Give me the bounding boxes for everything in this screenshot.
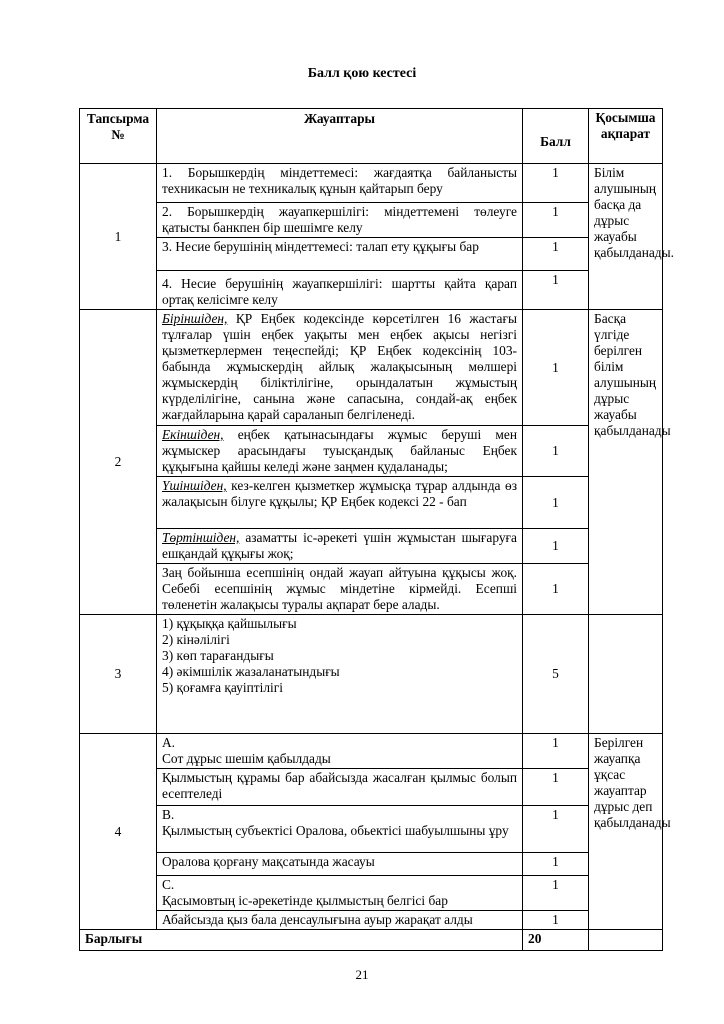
score-cell: 1 <box>523 769 589 806</box>
answer-cell: Қылмыстың құрамы бар абайсызда жасалған қылмыс болып есептеледі <box>157 769 523 806</box>
header-answers: Жауаптары <box>157 109 523 164</box>
task-number: 3 <box>80 615 157 734</box>
list-item: 1) құқыққа қайшылығы <box>162 616 297 631</box>
header-score: Балл <box>523 109 589 164</box>
answer-text: Қасымовтың іс-әрекетінде қылмыстың белгісі бар <box>162 893 448 908</box>
table-row <box>80 310 663 426</box>
answer-text: азаматты іс-әрекеті үшін жұмыстан шығаруға ешқандай құқығы жоқ; <box>162 530 517 561</box>
answer-lead: Екіншіден, <box>162 427 224 442</box>
table-header-row <box>80 109 663 164</box>
table-row <box>80 426 663 477</box>
answer-cell: 4. Несие берушінің жауапкершілігі: шартты қайта қарап ортақ келісімге келу <box>157 271 523 310</box>
total-info <box>589 930 663 951</box>
additional-info: Білім алушының басқа да дұрыс жауабы қабылданады. <box>589 164 663 310</box>
score-cell: 1 <box>523 477 589 529</box>
page-title: Балл қою кестесі <box>307 66 417 81</box>
answer-text: кез-келген қызметкер жұмысқа тұрар алдында өз жалақысын білуге құқылы; ҚР Еңбек кодексі 22 - бап <box>162 478 517 509</box>
answer-label: С. <box>162 877 175 892</box>
answer-cell <box>157 615 523 734</box>
score-cell: 1 <box>523 853 589 876</box>
total-score: 20 <box>523 930 589 951</box>
list-item: 4) әкімшілік жазаланатындығы <box>162 664 340 679</box>
task-number: 2 <box>80 310 157 615</box>
answer-text: еңбек қатынасындағы жұмыс беруші мен жұмыскер арасындағы туысқандық байланыс Еңбек құқығына қайшы келеді және заңмен қудаланады; <box>162 427 517 474</box>
table-row <box>80 529 663 564</box>
answer-text: Қылмыстың субъектісі Оралова, обьектісі шабуылшыны ұру <box>162 823 509 838</box>
answer-label: А. <box>162 735 176 750</box>
answer-cell <box>157 876 523 911</box>
answer-cell: Абайсызда қыз бала денсаулығына ауыр жарақат алды <box>157 911 523 930</box>
score-cell: 5 <box>523 615 589 734</box>
table-row <box>80 911 663 930</box>
task-number: 1 <box>80 164 157 310</box>
answer-cell: 1. Борышкердің міндеттемесі: жағдаятқа байланысты техникасын не техникалық құнын қайтарып беру <box>157 164 523 203</box>
header-task: Тапсырма № <box>80 109 157 164</box>
table-row <box>80 734 663 769</box>
table-row <box>80 564 663 615</box>
answer-lead: Төртіншіден, <box>162 530 240 545</box>
total-row <box>80 930 663 951</box>
score-cell: 1 <box>523 203 589 238</box>
answer-cell <box>157 477 523 529</box>
task-number: 4 <box>80 734 157 930</box>
list-item: 2) кінәлілігі <box>162 632 230 647</box>
answer-lead: Біріншіден, <box>162 311 228 326</box>
answer-cell: 3. Несие берушінің міндеттемесі: талап ету құқығы бар <box>157 238 523 271</box>
table-row <box>80 477 663 529</box>
table-row <box>80 164 663 203</box>
score-cell: 1 <box>523 806 589 853</box>
answer-cell <box>157 564 523 615</box>
additional-info <box>589 615 663 734</box>
additional-info: Берілген жауапқа ұқсас жауаптар дұрыс деп қабылданады <box>589 734 663 930</box>
answer-cell <box>157 806 523 853</box>
additional-info: Басқа үлгіде берілген білім алушының дұрыс жауабы қабылданады <box>589 310 663 615</box>
table-row <box>80 271 663 310</box>
answer-cell: 2. Борышкердің жауапкершілігі: міндеттемені төлеуге қатысты банкпен бір шешімге келу <box>157 203 523 238</box>
answer-cell <box>157 426 523 477</box>
page-number: 21 <box>355 967 369 982</box>
table-row <box>80 876 663 911</box>
score-cell: 1 <box>523 164 589 203</box>
answer-cell <box>157 529 523 564</box>
score-cell: 1 <box>523 271 589 310</box>
score-cell: 1 <box>523 310 589 426</box>
answer-lead: Үшіншіден, <box>162 478 227 493</box>
score-cell: 1 <box>523 734 589 769</box>
list-item: 3) көп тарағандығы <box>162 648 274 663</box>
answer-cell: Оралова қорғану мақсатында жасауы <box>157 853 523 876</box>
score-cell: 1 <box>523 876 589 911</box>
table-row <box>80 615 663 734</box>
answer-cell <box>157 734 523 769</box>
score-cell: 1 <box>523 911 589 930</box>
score-cell: 1 <box>523 529 589 564</box>
table-row <box>80 238 663 271</box>
answer-text: Заң бойынша есепшінің ондай жауап айтуына құқысы жоқ. Себебі есепшінің жұмыс міндетіне кірмейді. Есепші төленетін жалақысы туралы ақпарат бере алады. <box>162 565 517 612</box>
answer-text: Сот дұрыс шешім қабылдады <box>162 751 331 766</box>
answer-label: В. <box>162 807 175 822</box>
table-row <box>80 853 663 876</box>
answer-cell <box>157 310 523 426</box>
score-cell: 1 <box>523 564 589 615</box>
list-item: 5) қоғамға қауіптілігі <box>162 680 283 695</box>
score-cell: 1 <box>523 238 589 271</box>
table-row <box>80 806 663 853</box>
table-row <box>80 203 663 238</box>
total-label: Барлығы <box>80 930 523 951</box>
table-row <box>80 769 663 806</box>
score-cell: 1 <box>523 426 589 477</box>
answer-text: ҚР Еңбек кодексінде көрсетілген 16 жастағы тұлғалар үшін еңбек уақыты мен еңбек ақысы негізгі қызметкерлермен теңеспейді; ҚР Еңбек кодексінің 103-бабында жұмыскердің айлық жалақысының мөлшері жұмыскердің біліктілігіне, орындалатын жұмыстың күрделілігіне, санына және сапасына, сондай-ақ еңбек жағдайларына қарай сараланып белгіленеді. <box>162 311 517 422</box>
scoring-table <box>79 108 674 951</box>
header-info: Қосымша ақпарат <box>589 109 663 164</box>
